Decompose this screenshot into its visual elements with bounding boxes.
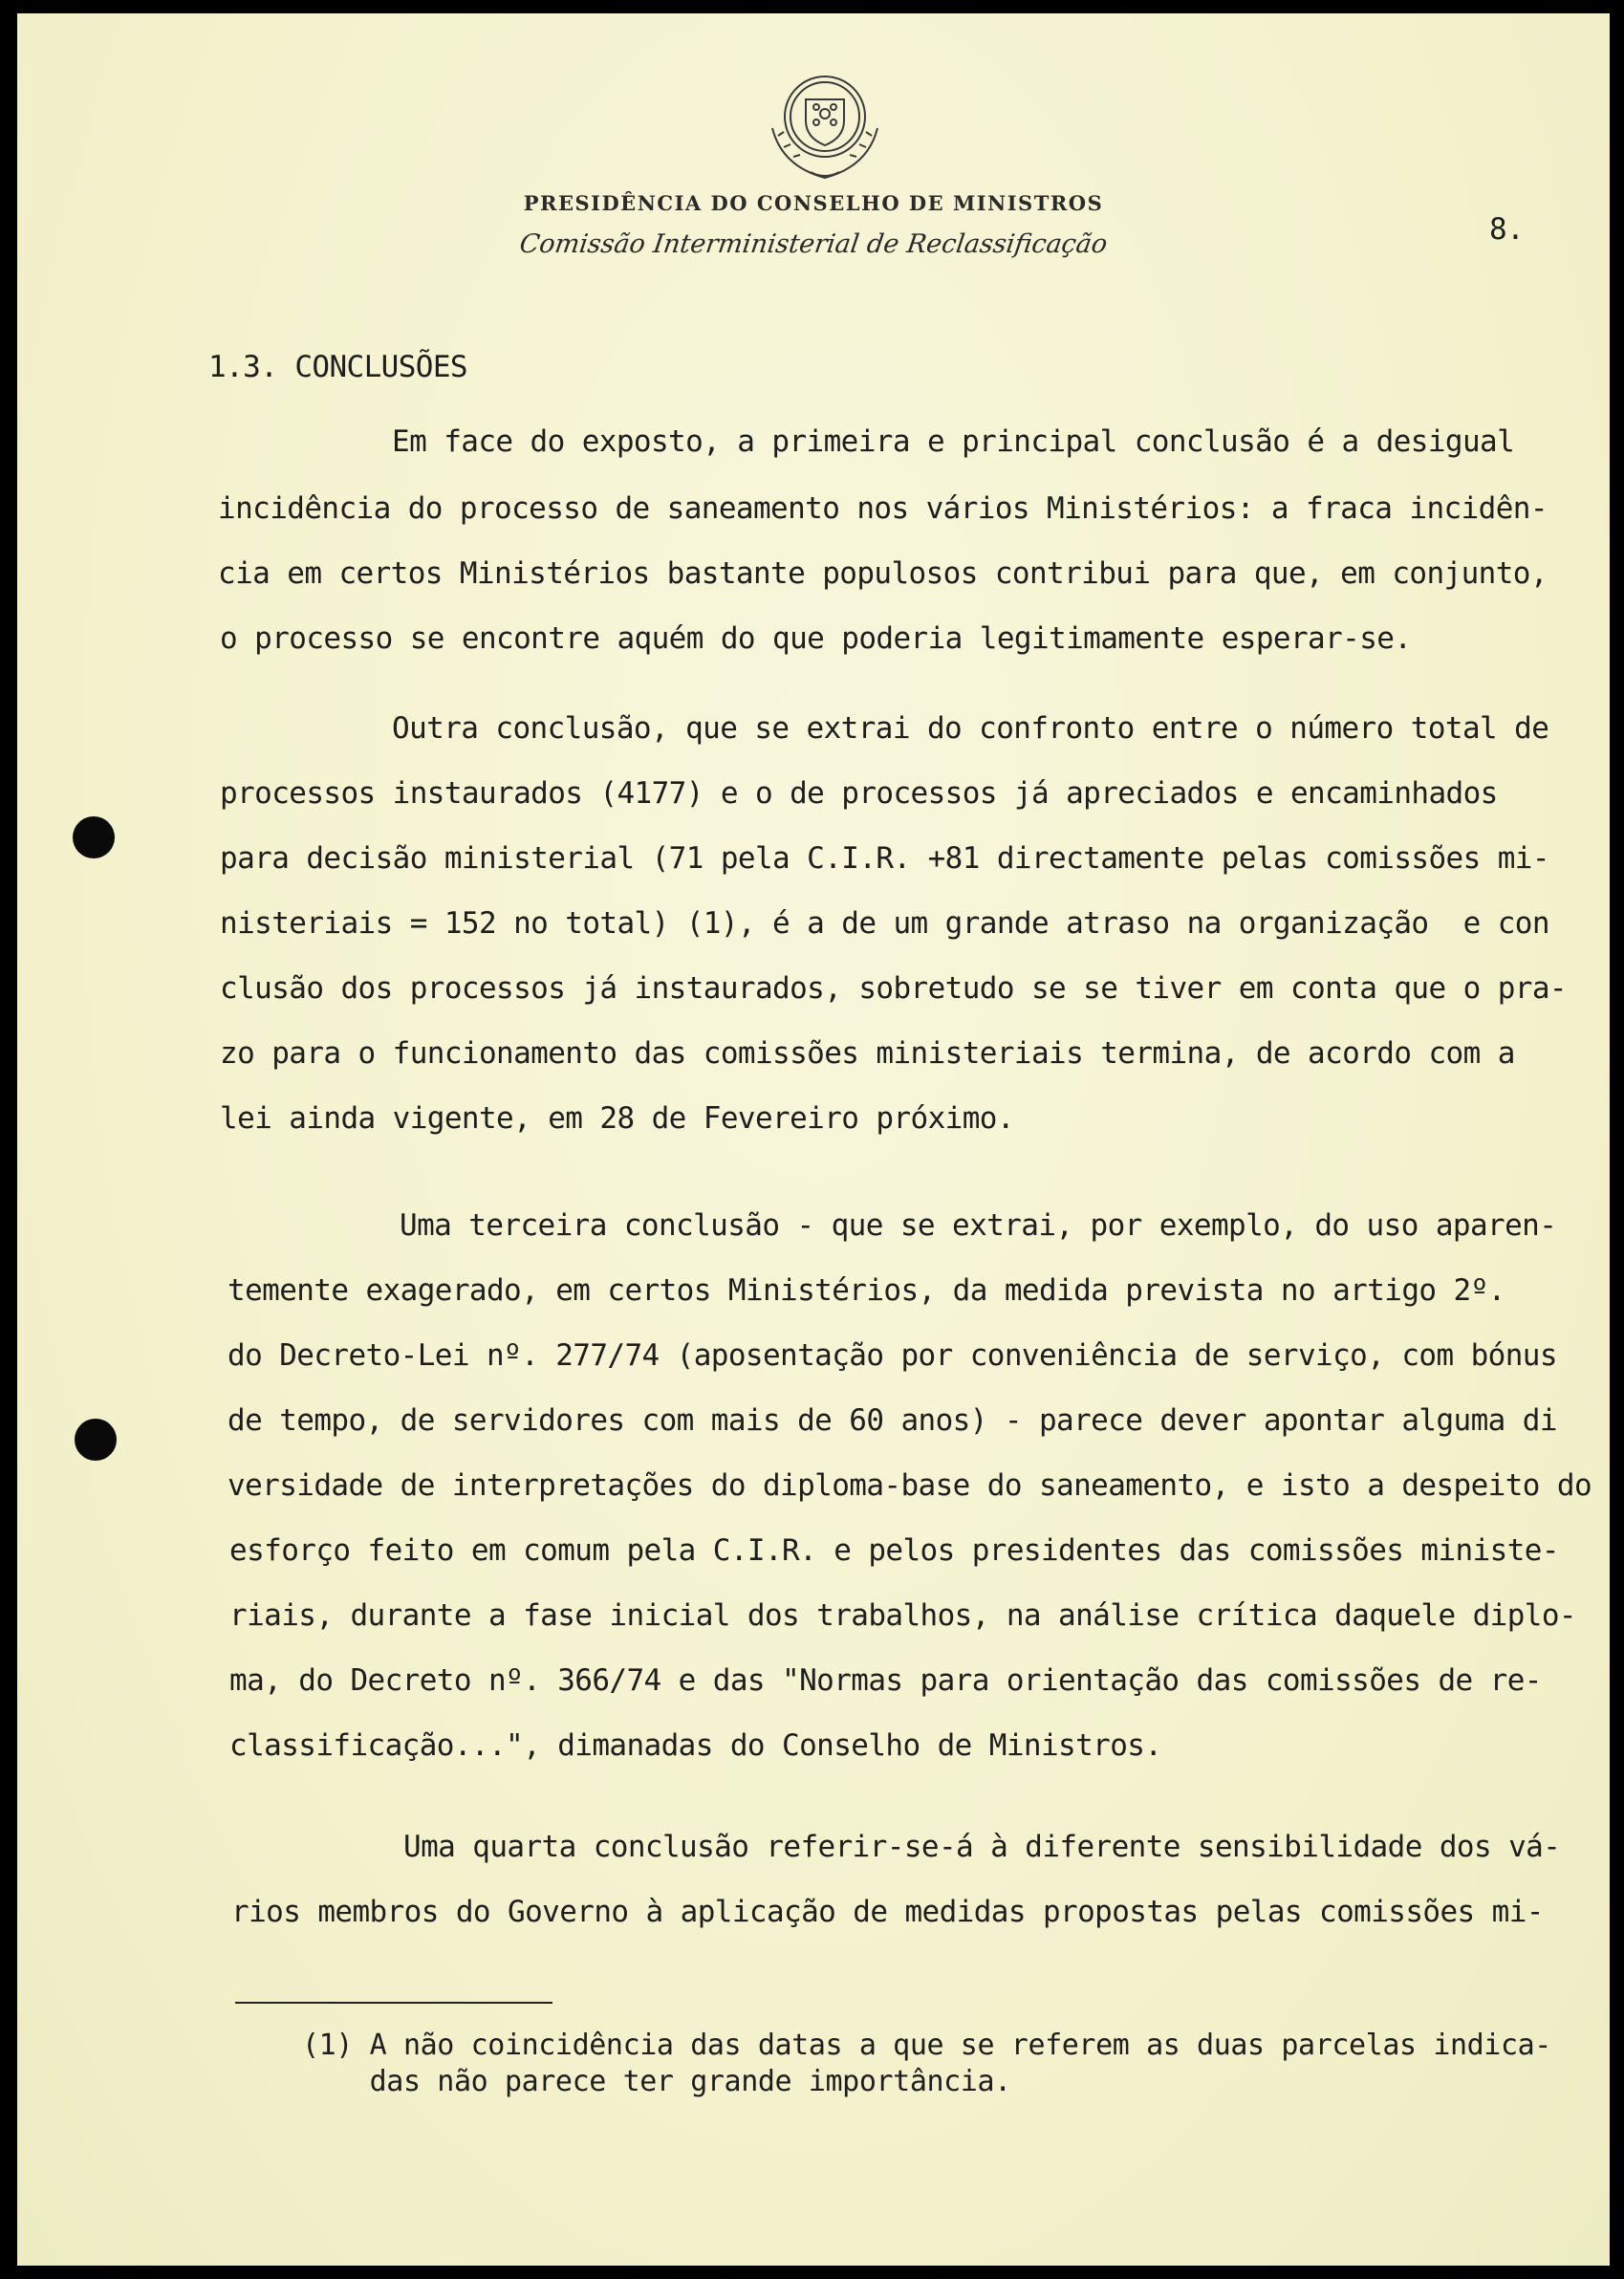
section-title: 1.3. CONCLUSÕES xyxy=(208,350,467,384)
footnote-line: das não parece ter grande importância. xyxy=(302,2065,1011,2098)
document-page xyxy=(17,13,1610,2266)
text-line: temente exagerado, em certos Ministérios, da medida prevista no artigo 2º. xyxy=(227,1273,1505,1308)
office-subtitle: Comissão Interministerial de Reclassificação xyxy=(517,229,1110,259)
text-line: para decisão ministerial (71 pela C.I.R. +81 directamente pelas comissões mi- xyxy=(220,841,1549,876)
text-line: zo para o funcionamento das comissões ministeriais termina, de acordo com a xyxy=(220,1036,1515,1071)
footnote-divider xyxy=(235,2002,552,2004)
text-line: Uma quarta conclusão referir-se-á à diferente sensibilidade dos vá- xyxy=(403,1830,1561,1864)
text-line: processos instaurados (4177) e o de processos já apreciados e encaminhados xyxy=(220,776,1498,811)
office-title: PRESIDÊNCIA DO CONSELHO DE MINISTROS xyxy=(523,191,1104,215)
text-line: incidência do processo de saneamento nos vários Ministérios: a fraca incidên- xyxy=(218,491,1548,526)
text-line: clusão dos processos já instaurados, sobretudo se se tiver em conta que o pra- xyxy=(220,971,1567,1006)
text-line: esforço feito em comum pela C.I.R. e pelos presidentes das comissões ministe- xyxy=(229,1533,1559,1568)
text-line: Em face do exposto, a primeira e principal conclusão é a desigual xyxy=(392,424,1515,459)
text-line: lei ainda vigente, em 28 de Fevereiro próximo. xyxy=(220,1101,1014,1136)
text-line: nisteriais = 152 no total) (1), é a de um grande atraso na organização e con xyxy=(220,906,1549,941)
text-line: cia em certos Ministérios bastante populosos contribui para que, em conjunto, xyxy=(218,556,1548,591)
text-line: o processo se encontre aquém do que poderia legitimamente esperar-se. xyxy=(220,621,1412,656)
text-line: Uma terceira conclusão - que se extrai, por exemplo, do uso aparen- xyxy=(400,1208,1557,1243)
page-number: 8. xyxy=(1489,212,1525,247)
punch-hole xyxy=(75,1419,117,1461)
text-line: versidade de interpretações do diploma-base do saneamento, e isto a despeito do xyxy=(227,1468,1592,1503)
text-line: ma, do Decreto nº. 366/74 e das "Normas para orientação das comissões de re- xyxy=(229,1663,1542,1698)
text-line: rios membros do Governo à aplicação de medidas propostas pelas comissões mi- xyxy=(231,1895,1544,1929)
footnote-line: (1) A não coincidência das datas a que se referem as duas parcelas indica- xyxy=(302,2029,1551,2062)
coat-of-arms-icon xyxy=(753,61,897,185)
punch-hole xyxy=(73,816,115,858)
text-line: riais, durante a fase inicial dos trabalhos, na análise crítica daquele diplo- xyxy=(229,1598,1576,1633)
text-line: do Decreto-Lei nº. 277/74 (aposentação por conveniência de serviço, com bónus xyxy=(227,1338,1557,1373)
text-line: classificação...", dimanadas do Conselho de Ministros. xyxy=(229,1728,1162,1763)
text-line: de tempo, de servidores com mais de 60 anos) - parece dever apontar alguma di xyxy=(227,1403,1557,1438)
text-line: Outra conclusão, que se extrai do confronto entre o número total de xyxy=(392,711,1549,746)
